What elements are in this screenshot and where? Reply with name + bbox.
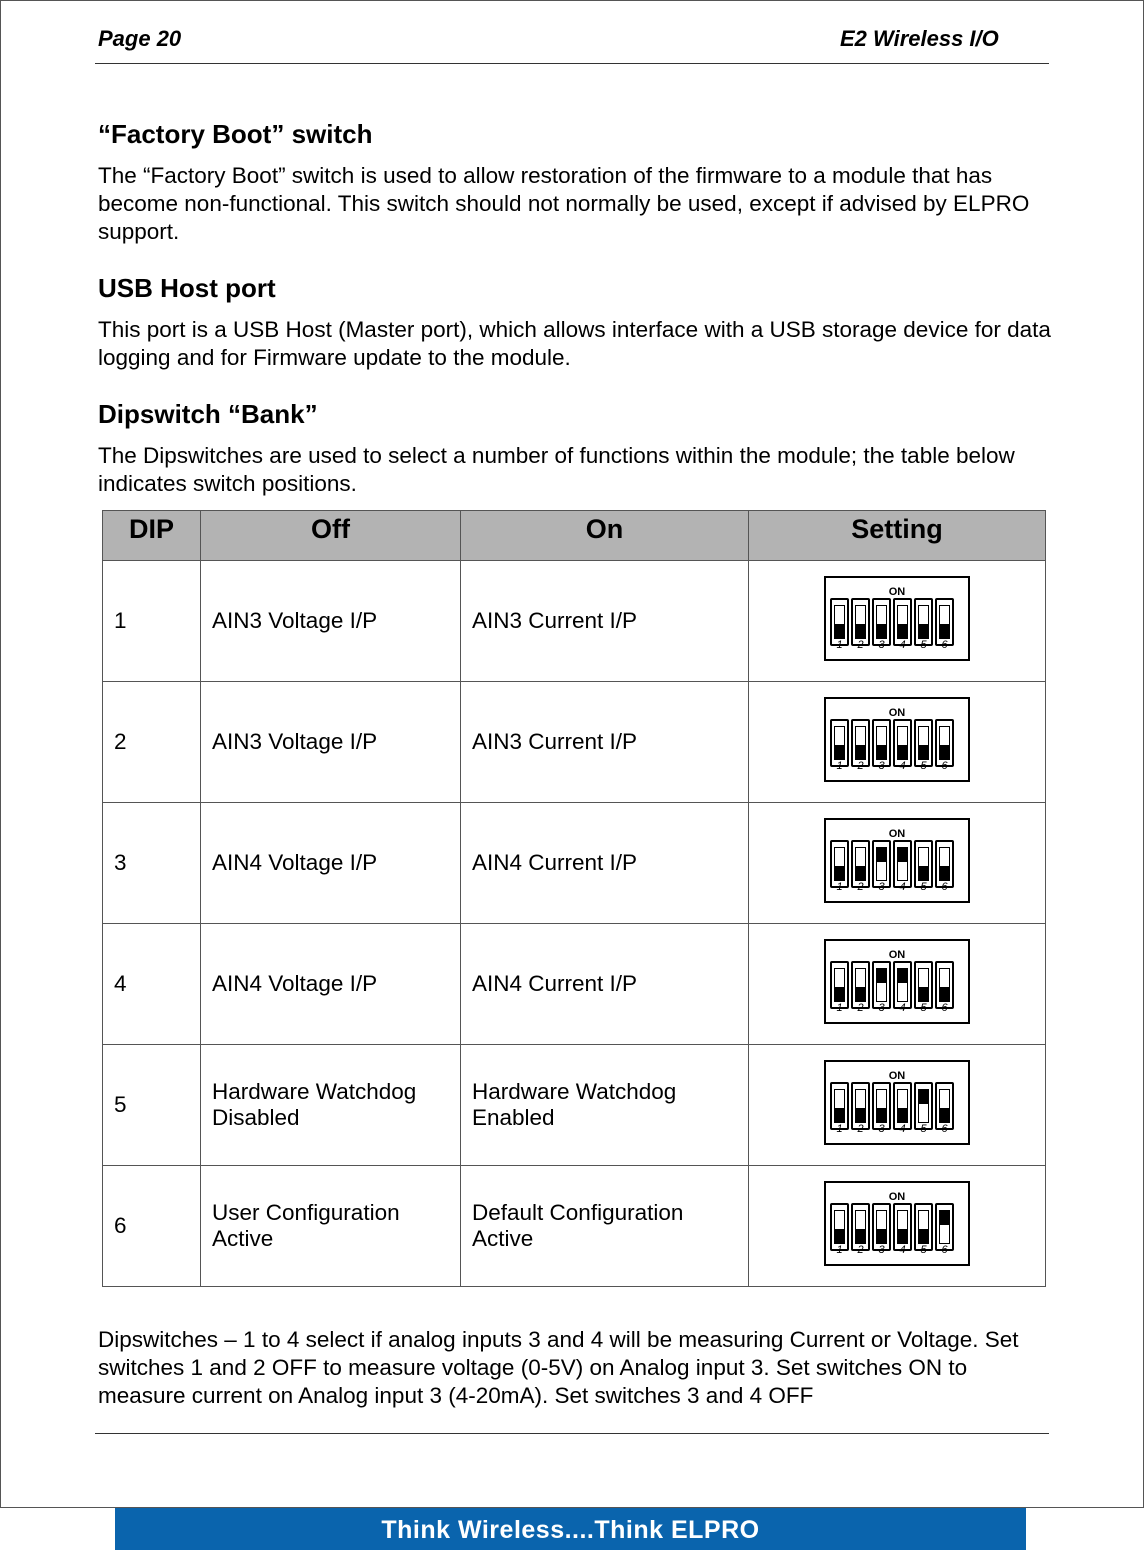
column-header: Off [201,511,461,561]
dipswitch-diagram [824,1060,970,1145]
switch-number: 3 [878,880,885,893]
table-row [103,924,1046,1045]
table-header-row [103,511,1046,561]
cell-setting [749,682,1046,803]
cell-on: AIN3 Current I/P [461,682,749,803]
cell-on: AIN3 Current I/P [461,561,749,682]
section-body: This port is a USB Host (Master port), which allows interface with a USB storage device for data logging and for Firmware update to the module. [98,317,1051,370]
switch-number: 2 [857,880,864,893]
switch-number: 2 [857,1001,864,1014]
cell-off: AIN4 Voltage I/P [201,803,461,924]
column-header: Setting [749,511,1046,561]
switch-number: 4 [899,1122,906,1135]
cell-off: AIN4 Voltage I/P [201,924,461,1045]
switch-number: 6 [941,880,948,893]
cell-dip: 1 [103,561,201,682]
cell-on: AIN4 Current I/P [461,924,749,1045]
section-heading: USB Host port [98,273,276,303]
cell-dip: 3 [103,803,201,924]
cell-setting [749,924,1046,1045]
cell-setting [749,1166,1046,1287]
column-header: DIP [103,511,201,561]
switch-number: 3 [878,1001,885,1014]
switch-number: 5 [920,1122,927,1135]
table-row [103,1045,1046,1166]
switch-number: 4 [899,880,906,893]
dipswitch-diagram [824,1181,970,1266]
switch-number: 1 [836,880,843,893]
on-label: ON [888,1069,906,1082]
cell-setting [749,1045,1046,1166]
switch-number: 2 [857,759,864,772]
cell-on: AIN4 Current I/P [461,803,749,924]
on-label: ON [888,1190,906,1203]
switch-number: 1 [836,759,843,772]
switch-number: 2 [857,638,864,651]
switch-number: 1 [836,1001,843,1014]
switch-number: 6 [941,1243,948,1256]
switch-number: 4 [899,1243,906,1256]
page-number: Page 20 [98,26,182,51]
switch-number: 1 [836,638,843,651]
dipswitch-diagram [824,939,970,1024]
cell-setting [749,561,1046,682]
switch-number: 3 [878,638,885,651]
switch-number: 5 [920,1001,927,1014]
table-row [103,682,1046,803]
footer-rule [95,1433,1049,1434]
switch-number: 5 [920,759,927,772]
switch-number: 4 [899,638,906,651]
cell-dip: 6 [103,1166,201,1287]
on-label: ON [888,827,906,840]
cell-off: AIN3 Voltage I/P [201,682,461,803]
cell-on: Default Configuration Active [461,1166,749,1287]
cell-setting [749,803,1046,924]
section-body: The Dipswitches are used to select a number of functions within the module; the table below indicates switch positions. [98,443,1015,496]
dipswitch-diagram [824,697,970,782]
document-title: E2 Wireless I/O [840,26,999,51]
cell-dip: 4 [103,924,201,1045]
switch-number: 6 [941,1001,948,1014]
switch-number: 3 [878,1122,885,1135]
table-row [103,803,1046,924]
footer-paragraph: Dipswitches – 1 to 4 select if analog inputs 3 and 4 will be measuring Current or Voltage. Set switches 1 and 2 OFF to measure voltage (0-5V) on Analog input 3. Set switches ON to measure current on Analog input 3 (4-20mA). Set switches 3 and 4 OFF [98,1327,1019,1408]
switch-number: 6 [941,638,948,651]
cell-on: Hardware Watchdog Enabled [461,1045,749,1166]
table-row [103,1166,1046,1287]
dipswitch-diagram [824,576,970,661]
header-rule [95,63,1049,64]
on-label: ON [888,585,906,598]
cell-dip: 2 [103,682,201,803]
elpro-banner: Think Wireless....Think ELPRO [115,1508,1026,1550]
switch-number: 3 [878,759,885,772]
switch-number: 5 [920,638,927,651]
switch-number: 4 [899,759,906,772]
switch-number: 3 [878,1243,885,1256]
section-heading: “Factory Boot” switch [98,119,373,149]
switch-number: 5 [920,880,927,893]
switch-number: 2 [857,1243,864,1256]
cell-off: User Configuration Active [201,1166,461,1287]
switch-number: 1 [836,1122,843,1135]
cell-off: AIN3 Voltage I/P [201,561,461,682]
switch-number: 1 [836,1243,843,1256]
on-label: ON [888,948,906,961]
dipswitch-diagram [824,818,970,903]
dipswitch-table [102,510,1046,1287]
section-heading: Dipswitch “Bank” [98,399,318,429]
switch-number: 2 [857,1122,864,1135]
cell-dip: 5 [103,1045,201,1166]
table-row [103,561,1046,682]
switch-number: 4 [899,1001,906,1014]
switch-number: 6 [941,1122,948,1135]
cell-off: Hardware Watchdog Disabled [201,1045,461,1166]
on-label: ON [888,706,906,719]
column-header: On [461,511,749,561]
switch-number: 5 [920,1243,927,1256]
switch-number: 6 [941,759,948,772]
section-body: The “Factory Boot” switch is used to allow restoration of the firmware to a module that has become non-functional. This switch should not normally be used, except if advised by ELPRO support. [98,163,1030,244]
